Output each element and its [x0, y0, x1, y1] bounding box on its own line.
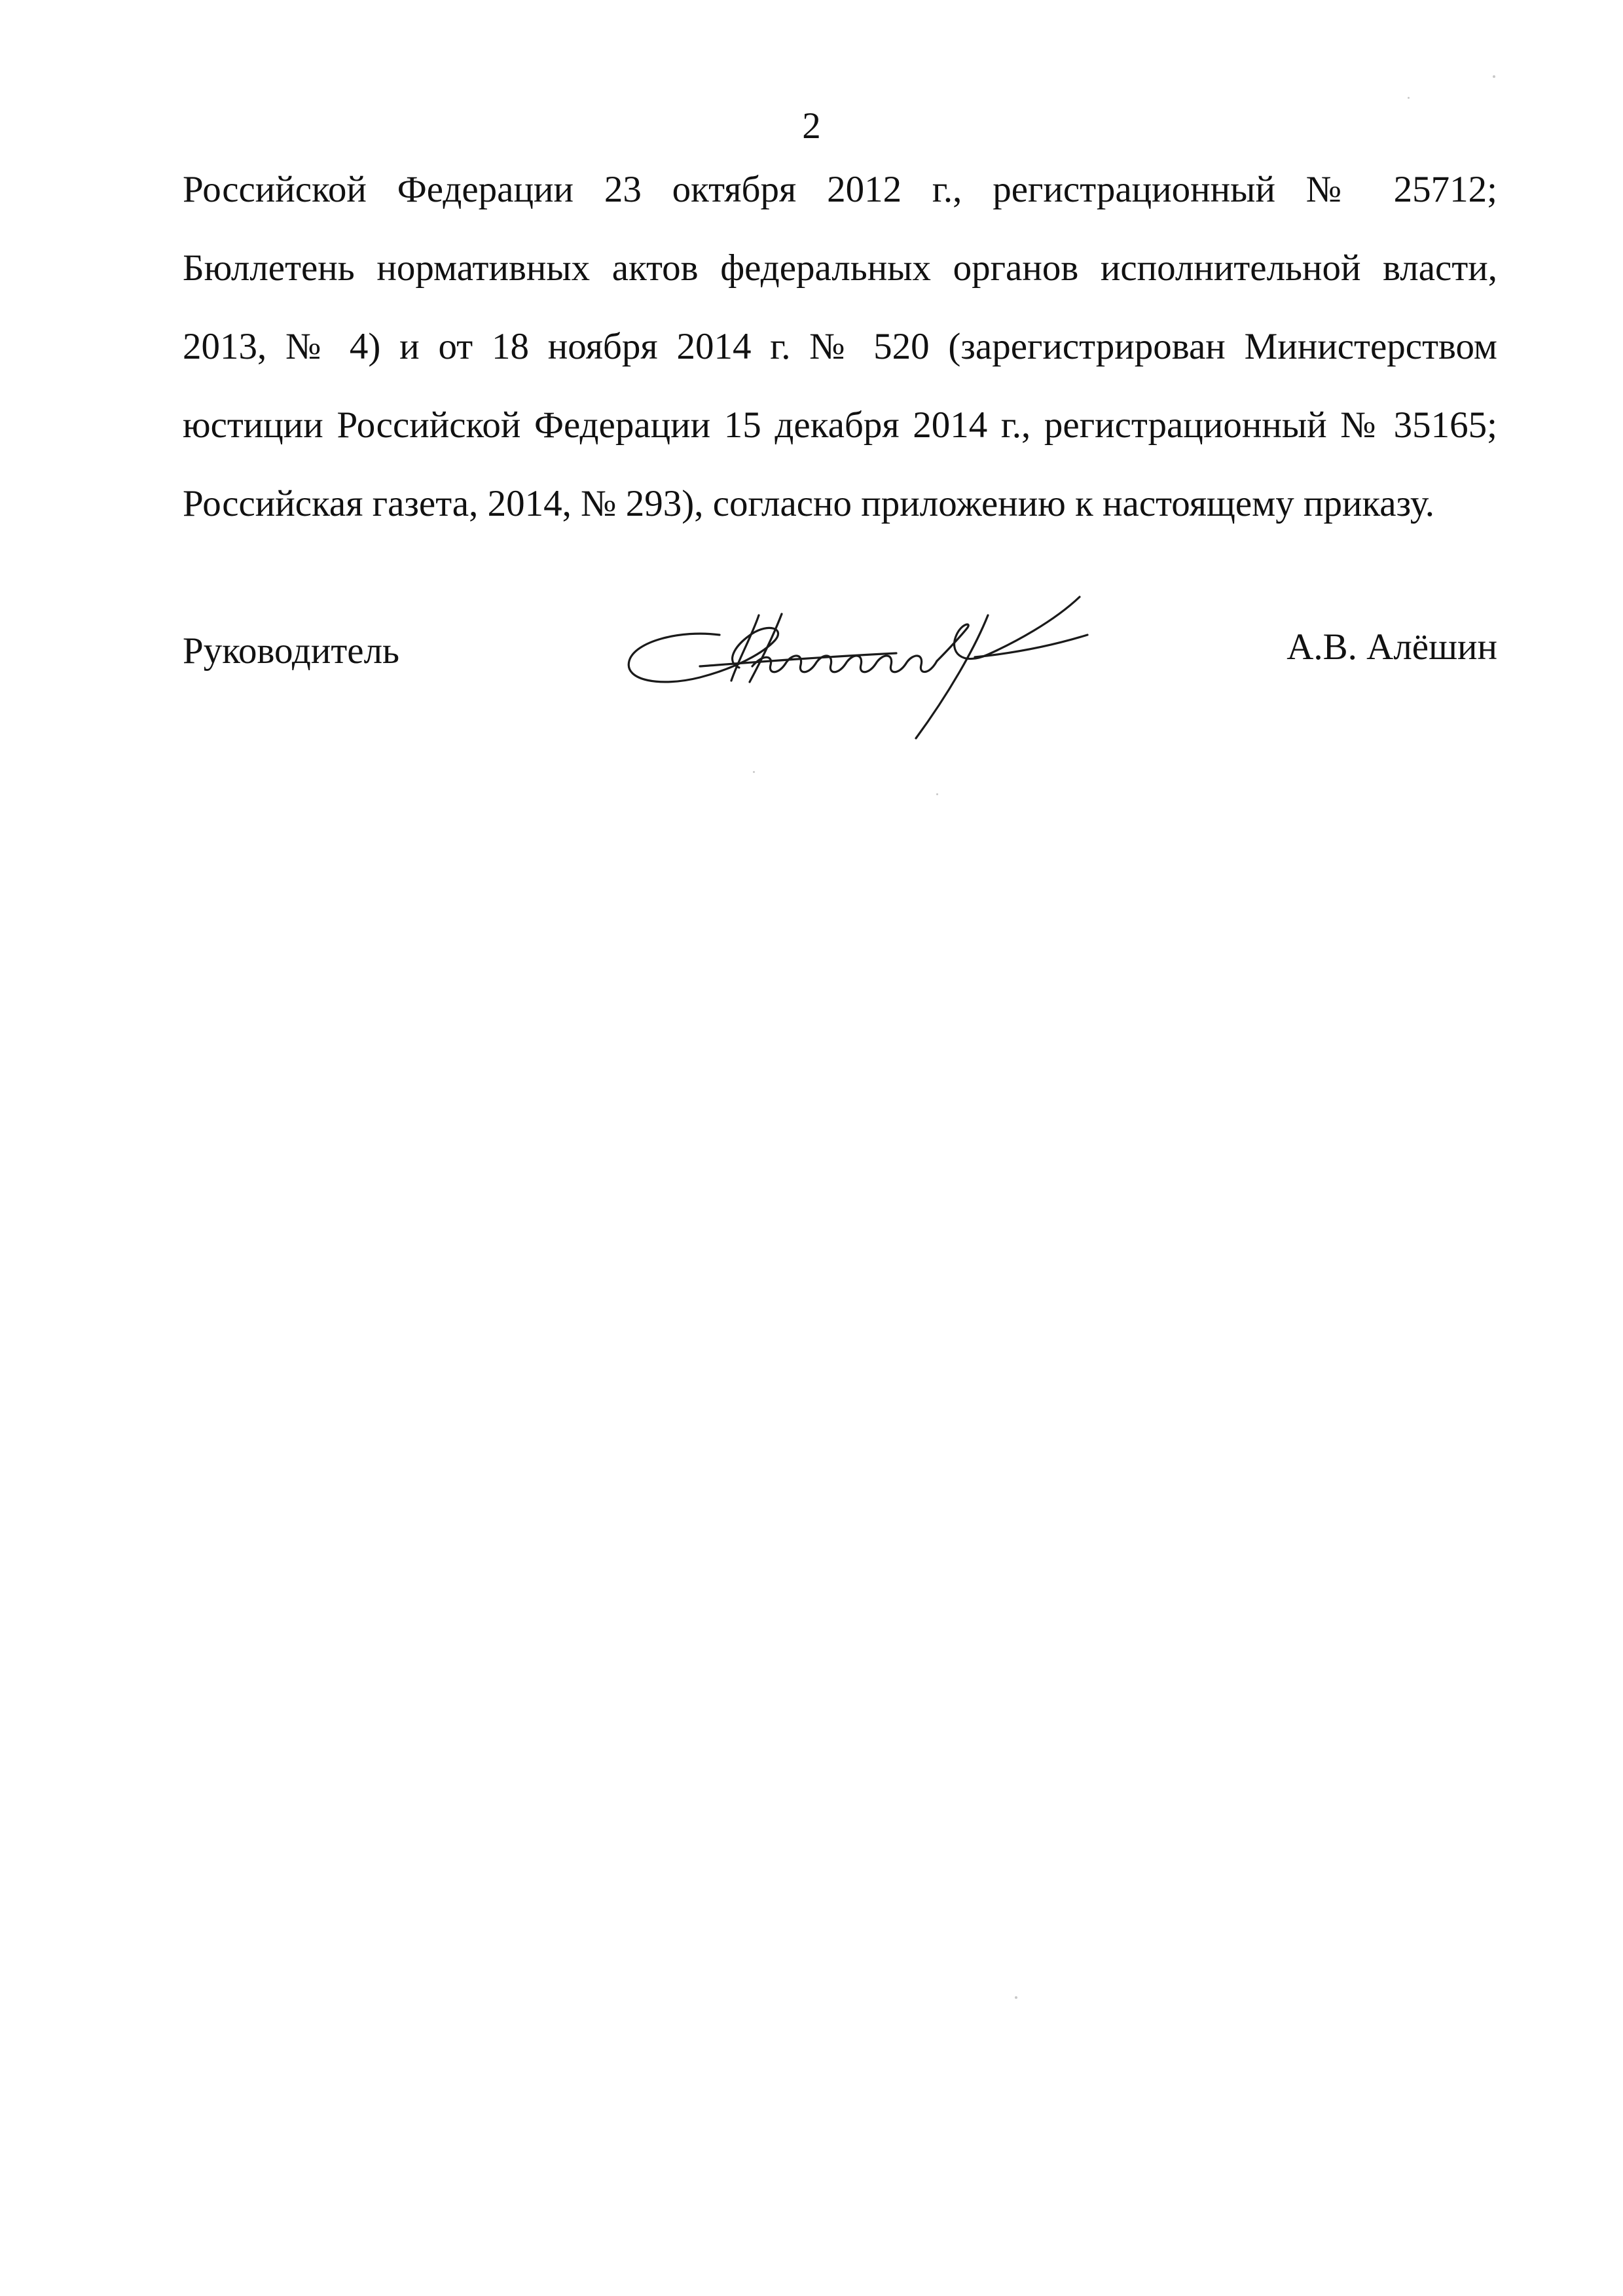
text-line-5: Российская газета, 2014, № 293), согласно приложению к настоящему приказу.: [183, 483, 1434, 524]
handwritten-signature-icon: [621, 589, 1093, 746]
signature-block: [183, 615, 1497, 746]
scan-speck: [753, 771, 755, 773]
scan-speck: [1493, 75, 1495, 78]
scan-speck: [1408, 97, 1410, 99]
position-title: Руководитель: [183, 630, 400, 672]
text-line-1: Российской Федерации 23 октября 2012 г., регистрационный № 25712;: [183, 169, 1497, 210]
body-text: [183, 151, 1497, 543]
scan-speck: [1015, 1996, 1017, 1999]
scan-speck: [936, 793, 938, 795]
page-number: 2: [802, 105, 821, 147]
text-line-2: Бюллетень нормативных актов федеральных органов исполнительной власти,: [183, 247, 1497, 289]
text-line-4: юстиции Российской Федерации 15 декабря 2014 г., регистрационный № 35165;: [183, 404, 1497, 446]
signatory-name: А.В. Алёшин: [1286, 626, 1497, 668]
text-line-3: 2013, № 4) и от 18 ноября 2014 г. № 520 (зарегистрирован Министерством: [183, 326, 1497, 367]
